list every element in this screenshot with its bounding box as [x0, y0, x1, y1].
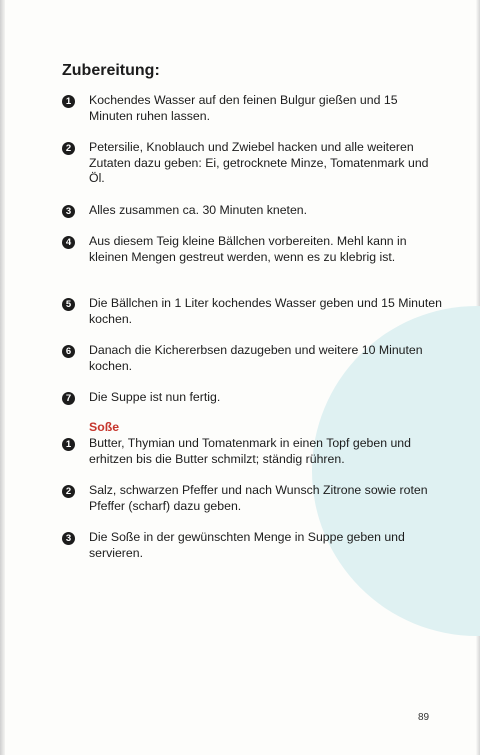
step-number-badge: 1 — [62, 95, 75, 108]
step-text: Kochendes Wasser auf den feinen Bulgur gießen und 15 Minuten ruhen lassen. — [89, 93, 398, 123]
step-number-badge: 6 — [62, 345, 75, 358]
step-number-badge: 3 — [62, 532, 75, 545]
step-text: Die Soße in der gewünschten Menge in Suppe geben und servieren. — [89, 530, 405, 560]
step-text: Die Bällchen in 1 Liter kochendes Wasser geben und 15 Minuten kochen. — [89, 296, 442, 326]
sauce-subheading: Soße — [89, 420, 120, 434]
step-number-badge: 7 — [62, 392, 75, 405]
step-number-badge: 3 — [62, 205, 75, 218]
step-number-badge: 2 — [62, 485, 75, 498]
section-heading: Zubereitung: — [62, 62, 160, 79]
step-text: Salz, schwarzen Pfeffer und nach Wunsch Zitrone sowie roten Pfeffer (scharf) dazu geben. — [89, 483, 428, 513]
step-text: Alles zusammen ca. 30 Minuten kneten. — [89, 203, 308, 217]
step-number-badge: 1 — [62, 438, 75, 451]
step-number-badge: 4 — [62, 236, 75, 249]
step-number-badge: 5 — [62, 298, 75, 311]
step-text: Danach die Kichererbsen dazugeben und weitere 10 Minuten kochen. — [89, 343, 423, 373]
page-number: 89 — [418, 712, 430, 723]
step-text: Die Suppe ist nun fertig. — [89, 390, 221, 404]
page-edge-left — [0, 0, 5, 755]
step-number-badge: 2 — [62, 142, 75, 155]
step-text: Petersilie, Knoblauch und Zwiebel hacken und alle weiteren Zutaten dazu geben: Ei, getrocknete Minze, Tomatenmark und Öl. — [89, 140, 429, 185]
step-text: Butter, Thymian und Tomatenmark in einen Topf geben und erhitzen bis die Butter schmilzt; ständig rühren. — [89, 436, 411, 466]
step-text: Aus diesem Teig kleine Bällchen vorbereiten. Mehl kann in kleinen Mengen gestreut werden, wenn es zu klebrig ist. — [89, 234, 407, 264]
